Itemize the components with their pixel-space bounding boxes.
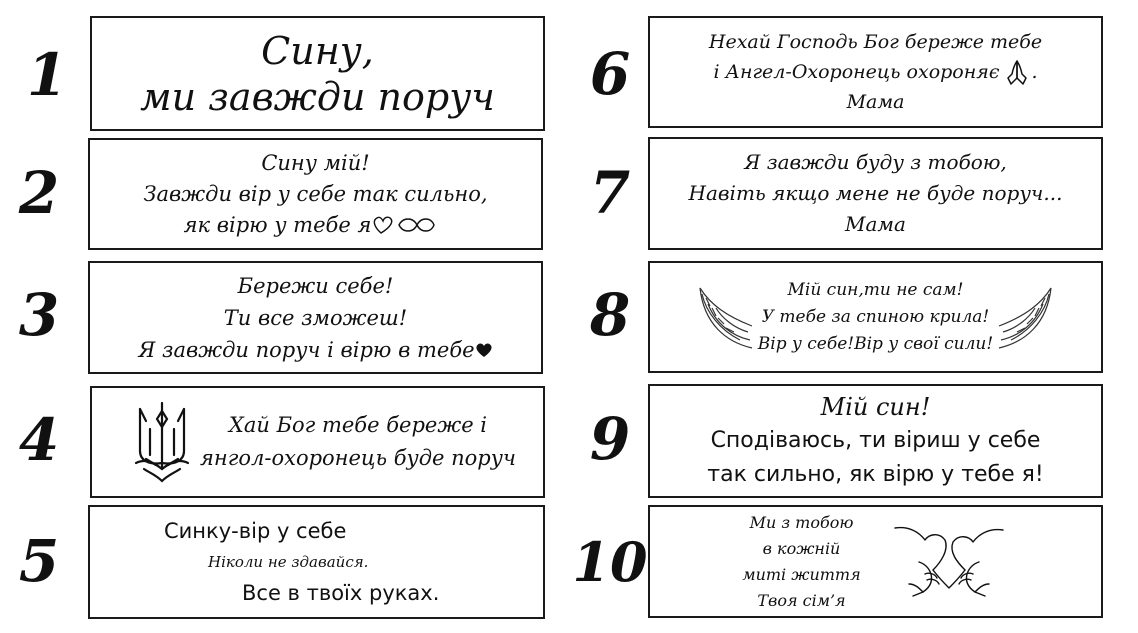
plate-8-line-3: Вір у себе!Вір у свої сили! bbox=[757, 333, 994, 354]
plate-7-line-2: Навіть якщо мене не буде поруч... bbox=[688, 181, 1063, 205]
plate-number-6: 6 bbox=[589, 40, 631, 108]
wing-icon bbox=[696, 282, 754, 352]
plate-2-line-2: Завжди вір у себе так сильно, bbox=[143, 181, 488, 206]
plate-7-line-1: Я завжди буду з тобою, bbox=[744, 150, 1007, 174]
wing-icon bbox=[997, 282, 1055, 352]
plate-number-5: 5 bbox=[18, 527, 60, 595]
plate-8-line-2: У тебе за спиною крила! bbox=[761, 306, 990, 327]
plate-3-line-1: Бережи себе! bbox=[237, 273, 394, 298]
plate-3-line-3: Я завжди поруч і вірю в тебе bbox=[138, 337, 475, 362]
plate-8-line-1: Мій син,ти не сам! bbox=[787, 279, 964, 300]
plate-2-line-1: Сину мій! bbox=[261, 150, 370, 175]
plate-5-line-3: Все в твоїх руках. bbox=[242, 581, 440, 605]
plate-5-line-2: Ніколи не здавайся. bbox=[208, 553, 369, 571]
hands-heart-icon bbox=[889, 522, 1009, 602]
plate-10-line-1: Ми з тобою bbox=[749, 512, 854, 532]
plate-number-8: 8 bbox=[589, 281, 631, 349]
plate-3 bbox=[88, 261, 543, 374]
plate-4 bbox=[90, 386, 545, 498]
plate-number-9: 9 bbox=[589, 405, 631, 473]
plate-8 bbox=[648, 261, 1103, 373]
plate-10-line-4: Твоя сім’я bbox=[757, 590, 846, 610]
plate-6: Нехай Господь Бог береже тебе і Ангел-Охоронець охороняє . Мама bbox=[648, 16, 1103, 128]
heart-infinity-icon bbox=[371, 213, 447, 237]
plate-7 bbox=[648, 137, 1103, 250]
plate-number-10: 10 bbox=[572, 530, 648, 594]
plate-2 bbox=[88, 138, 543, 250]
plate-6-line-2: і Ангел-Охоронець охороняє bbox=[713, 61, 1000, 83]
plate-9-line-1: Мій син! bbox=[820, 393, 931, 421]
heart-icon bbox=[475, 342, 493, 358]
plate-7-line-3: Мама bbox=[845, 212, 906, 236]
plate-number-1: 1 bbox=[26, 41, 68, 109]
plate-number-3: 3 bbox=[18, 281, 60, 349]
plate-4-line-2: янгол-охоронець буде поруч bbox=[200, 446, 516, 470]
plate-2-line-3: як вірю у тебе я bbox=[183, 212, 372, 237]
plate-5-line-1: Синку-вір у себе bbox=[164, 519, 347, 543]
plate-10 bbox=[648, 505, 1103, 618]
plate-number-2: 2 bbox=[18, 159, 60, 227]
plate-9-line-3: так сильно, як вірю у тебе я! bbox=[707, 462, 1044, 487]
praying-hands-icon bbox=[1002, 58, 1032, 86]
plate-10-line-3: миті життя bbox=[742, 564, 861, 584]
plate-5 bbox=[88, 505, 545, 619]
plate-1-line-1: Сину, bbox=[261, 28, 374, 73]
trident-icon bbox=[132, 399, 192, 485]
plate-number-7: 7 bbox=[589, 159, 631, 227]
plate-10-line-2: в кожній bbox=[762, 538, 841, 558]
plate-number-4: 4 bbox=[18, 406, 60, 474]
plate-9 bbox=[648, 384, 1103, 498]
plate-1-line-2: ми завжди поруч bbox=[140, 74, 495, 119]
plate-1 bbox=[90, 16, 545, 131]
plate-3-line-2: Ти все зможеш! bbox=[223, 305, 408, 330]
plate-6-line-3: Мама bbox=[846, 91, 905, 113]
plate-4-line-1: Хай Бог тебе береже і bbox=[228, 413, 488, 437]
plate-9-line-2: Сподіваюсь, ти віриш у себе bbox=[710, 428, 1041, 453]
plate-6-line-1: Нехай Господь Бог береже тебе bbox=[708, 31, 1043, 53]
